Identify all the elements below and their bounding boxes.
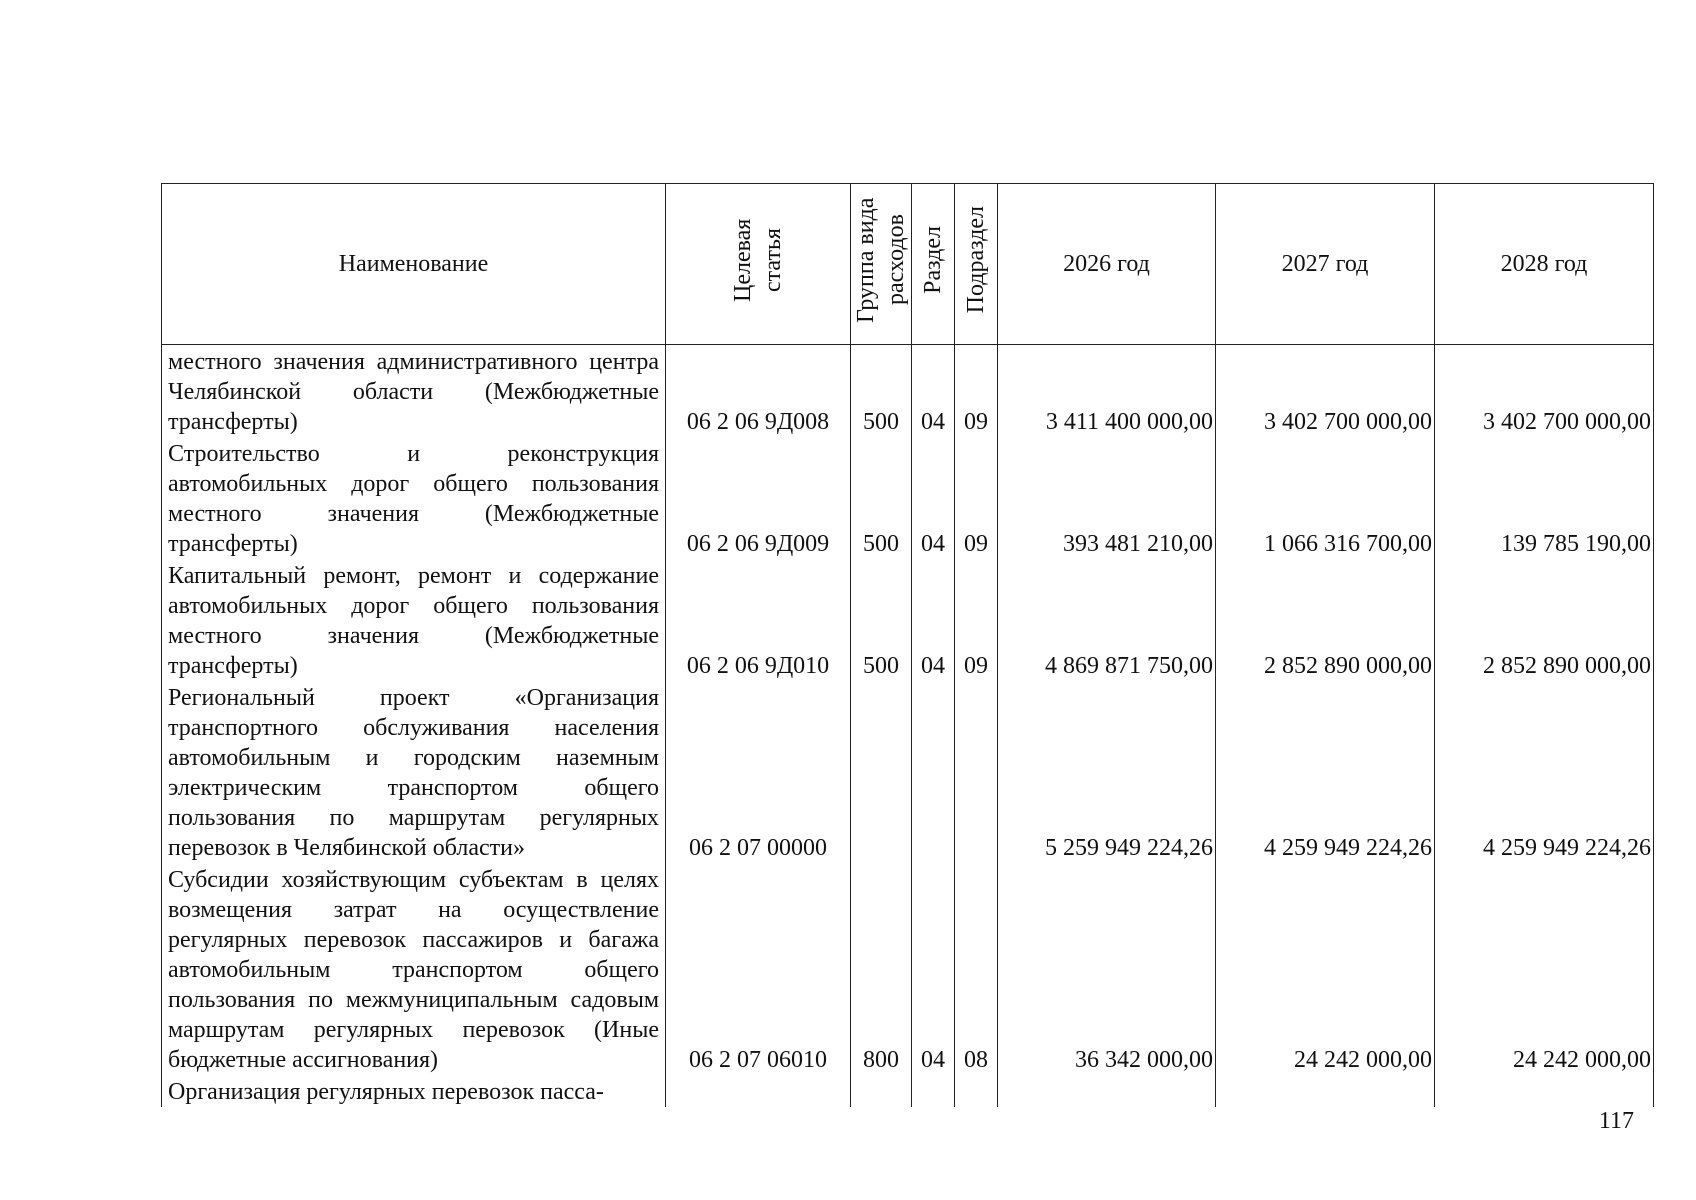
row-target-article: 06 2 07 00000 xyxy=(666,681,851,863)
row-subsection: 08 xyxy=(955,863,998,1075)
row-expense-group: 500 xyxy=(851,437,912,559)
row-name: Региональный проект «Организация транспортного обслуживания населения автомобильным и городским наземным электрическим транспортом общего пользования по маршрутам регулярных перевозок в Челябинской области» xyxy=(162,681,666,863)
row-expense-group xyxy=(851,1075,912,1107)
row-amount-2026: 393 481 210,00 xyxy=(998,437,1216,559)
row-amount-2026: 36 342 000,00 xyxy=(998,863,1216,1075)
table-row xyxy=(162,345,1654,438)
header-target-article: Целевая статья xyxy=(666,184,851,345)
row-amount-2027: 2 852 890 000,00 xyxy=(1216,559,1435,681)
row-expense-group: 800 xyxy=(851,863,912,1075)
table-row xyxy=(162,1075,1654,1107)
row-amount-2027 xyxy=(1216,1075,1435,1107)
row-target-article: 06 2 06 9Д008 xyxy=(666,345,851,438)
row-target-article xyxy=(666,1075,851,1107)
row-amount-2027: 24 242 000,00 xyxy=(1216,863,1435,1075)
header-year-2027: 2027 год xyxy=(1216,184,1435,345)
table-header-row xyxy=(162,184,1654,345)
row-target-article: 06 2 06 9Д009 xyxy=(666,437,851,559)
header-year-2028: 2028 год xyxy=(1435,184,1654,345)
row-amount-2027: 4 259 949 224,26 xyxy=(1216,681,1435,863)
row-name: Организация регулярных перевозок пасса- xyxy=(162,1075,666,1107)
row-subsection: 09 xyxy=(955,345,998,438)
row-name: местного значения административного центра Челябинской области (Межбюджетные трансферты) xyxy=(162,345,666,438)
row-section xyxy=(912,681,955,863)
table-row xyxy=(162,559,1654,681)
header-section: Раздел xyxy=(912,184,955,345)
row-amount-2026: 5 259 949 224,26 xyxy=(998,681,1216,863)
row-subsection xyxy=(955,681,998,863)
row-subsection: 09 xyxy=(955,437,998,559)
row-name: Строительство и реконструкция автомобильных дорог общего пользования местного значения (Межбюджетные трансферты) xyxy=(162,437,666,559)
row-amount-2028: 3 402 700 000,00 xyxy=(1435,345,1654,438)
row-section: 04 xyxy=(912,863,955,1075)
row-section: 04 xyxy=(912,559,955,681)
row-subsection: 09 xyxy=(955,559,998,681)
header-subsection: Подраздел xyxy=(955,184,998,345)
header-expense-group: Группа вида расходов xyxy=(851,184,912,345)
row-target-article: 06 2 07 06010 xyxy=(666,863,851,1075)
row-name: Капитальный ремонт, ремонт и содержание автомобильных дорог общего пользования местного значения (Межбюджетные трансферты) xyxy=(162,559,666,681)
table-row xyxy=(162,863,1654,1075)
table-row xyxy=(162,681,1654,863)
row-expense-group: 500 xyxy=(851,559,912,681)
row-section: 04 xyxy=(912,345,955,438)
header-year-2026: 2026 год xyxy=(998,184,1216,345)
row-amount-2026: 4 869 871 750,00 xyxy=(998,559,1216,681)
row-amount-2027: 3 402 700 000,00 xyxy=(1216,345,1435,438)
row-subsection xyxy=(955,1075,998,1107)
header-name: Наименование xyxy=(162,184,666,345)
row-amount-2028: 24 242 000,00 xyxy=(1435,863,1654,1075)
table-row xyxy=(162,437,1654,559)
row-section xyxy=(912,1075,955,1107)
row-amount-2028: 2 852 890 000,00 xyxy=(1435,559,1654,681)
row-name: Субсидии хозяйствующим субъектам в целях возмещения затрат на осуществление регулярных перевозок пассажиров и багажа автомобильным транспортом общего пользования по межмуниципальным садовым маршрутам регулярных перевозок (Иные бюджетные ассигнования) xyxy=(162,863,666,1075)
row-amount-2027: 1 066 316 700,00 xyxy=(1216,437,1435,559)
row-expense-group: 500 xyxy=(851,345,912,438)
row-amount-2028: 139 785 190,00 xyxy=(1435,437,1654,559)
row-amount-2028 xyxy=(1435,1075,1654,1107)
row-expense-group xyxy=(851,681,912,863)
row-amount-2026: 3 411 400 000,00 xyxy=(998,345,1216,438)
budget-table xyxy=(161,183,1654,1107)
page-number: 117 xyxy=(1598,1108,1634,1134)
row-section: 04 xyxy=(912,437,955,559)
row-amount-2028: 4 259 949 224,26 xyxy=(1435,681,1654,863)
row-target-article: 06 2 06 9Д010 xyxy=(666,559,851,681)
row-amount-2026 xyxy=(998,1075,1216,1107)
